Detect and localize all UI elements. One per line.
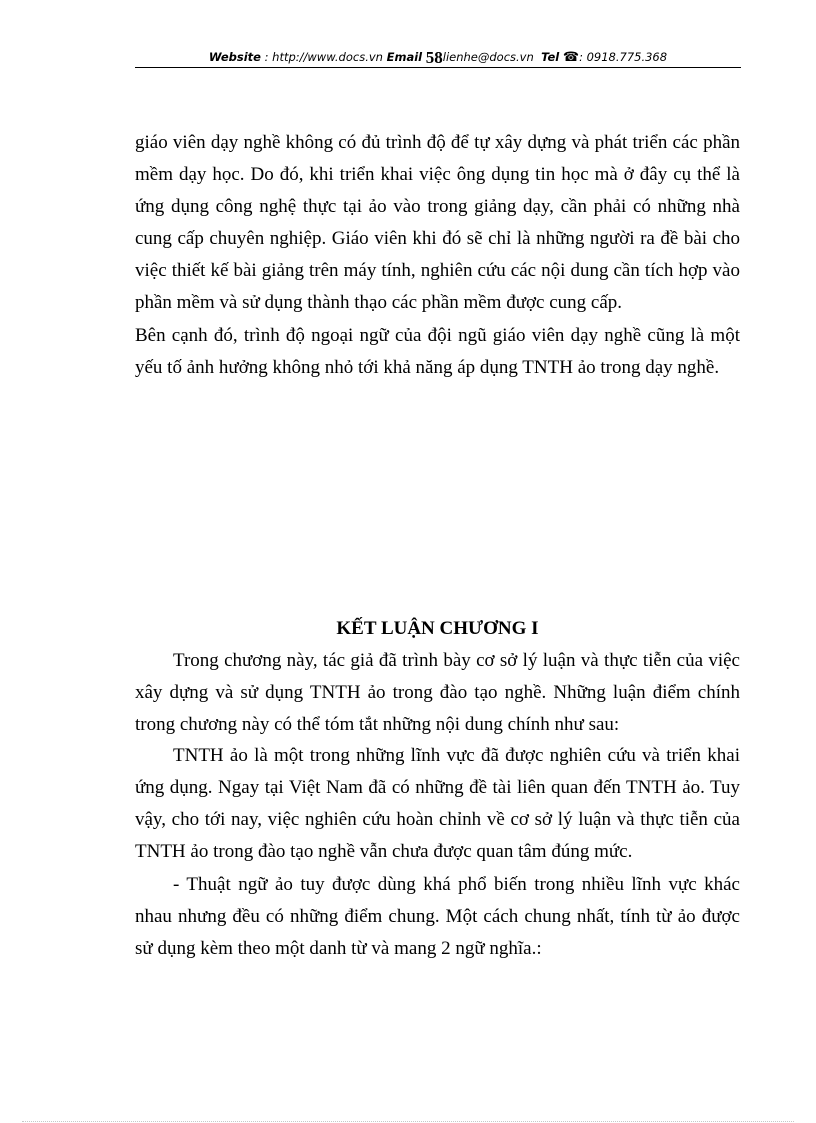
- website-label: Website: [208, 50, 261, 64]
- body-paragraph-3: Trong chương này, tác giả đã trình bày cơ sở lý luận và thực tiễn của việc xây dựng và sử dụng TNTH ảo trong đào tạo nghề. Những luận điểm chính trong chương này có thể tóm tắt những nội dung chính như sau:: [135, 650, 740, 735]
- website-separator: :: [260, 50, 273, 64]
- tel-value: : 0918.775.368: [579, 50, 668, 64]
- tel-label: Tel: [541, 50, 560, 64]
- body-paragraph-5: - Thuật ngữ ảo tuy được dùng khá phổ biến trong nhiều lĩnh vực khác nhau nhưng đều có những điểm chung. Một cách chung nhất, tính từ ảo được sử dụng kèm theo một danh từ và mang 2 ngữ nghĩa.:: [135, 874, 740, 959]
- page-number: 58: [425, 48, 443, 67]
- body-paragraph-1: giáo viên dạy nghề không có đủ trình độ để tự xây dựng và phát triển các phần mềm dạy học. Do đó, khi triển khai việc ông dụng tin học mà ở đây cụ thể là ứng dụng công nghệ thực tại ảo vào trong giảng dạy, cần phải có những nhà cung cấp chuyên nghiệp. Giáo viên khi đó sẽ chỉ là những người ra đề bài cho việc thiết kế bài giảng trên máy tính, nghiên cứu các nội dung cần tích hợp vào phần mềm và sử dụng thành thạo các phần mềm được cung cấp.: [135, 132, 740, 313]
- body-paragraph-4: TNTH ảo là một trong những lĩnh vực đã được nghiên cứu và triển khai ứng dụng. Ngay tại Việt Nam đã có những đề tài liên quan đến TNTH ảo. Tuy vậy, cho tới nay, việc nghiên cứu hoàn chỉnh về cơ sở lý luận và thực tiễn của TNTH ảo trong đào tạo nghề vẫn chưa được quan tâm đúng mức.: [135, 745, 740, 862]
- phone-icon: ☎: [562, 50, 580, 65]
- email-label: Email: [386, 50, 423, 64]
- website-url[interactable]: http://www.docs.vn: [272, 50, 383, 64]
- chapter-conclusion-heading: KẾT LUẬN CHƯƠNG I: [336, 618, 539, 639]
- email-value[interactable]: lienhe@docs.vn: [442, 50, 534, 64]
- page-header: [135, 47, 741, 68]
- body-paragraph-2: Bên cạnh đó, trình độ ngoại ngữ của đội ngũ giáo viên dạy nghề cũng là một yếu tố ảnh hưởng không nhỏ tới khả năng áp dụng TNTH ảo trong dạy nghề.: [135, 325, 740, 378]
- page-bottom-border: [22, 1121, 794, 1122]
